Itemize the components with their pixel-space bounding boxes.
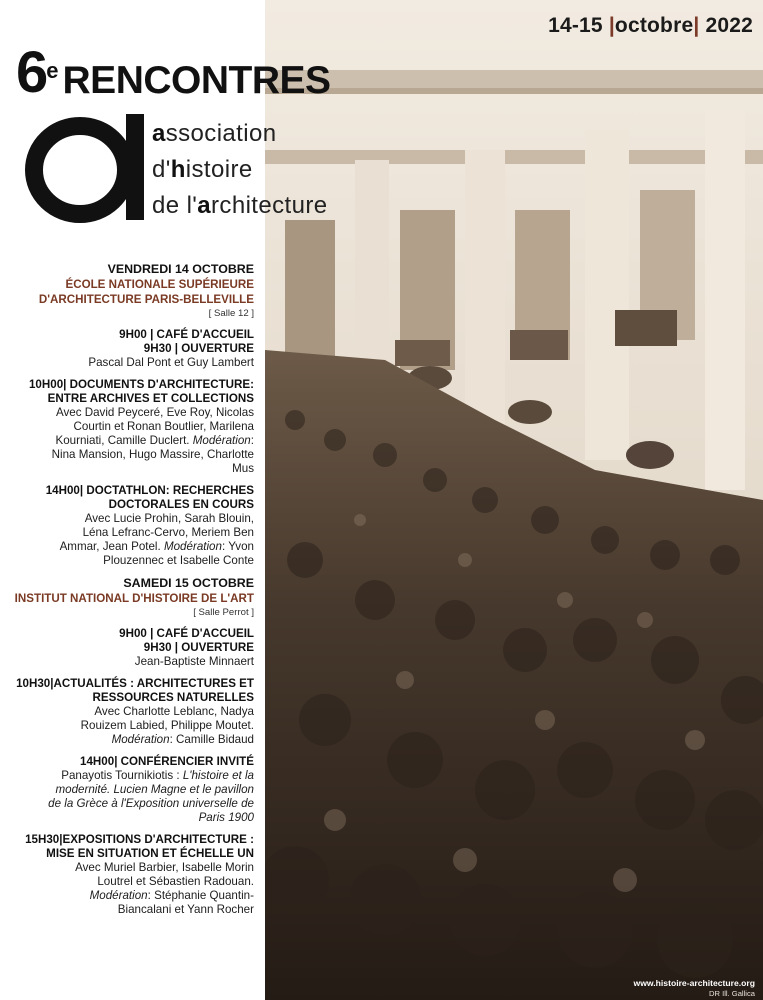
slot-speakers: Avec Muriel Barbier, Isabelle Morin [75, 861, 254, 874]
org-initial-h: h [170, 156, 186, 183]
day-1-venue-line-1: ÉCOLE NATIONALE SUPÉRIEURE [65, 278, 254, 291]
crowd-hall-illustration [265, 0, 763, 1000]
moderation-label: Modération [163, 540, 222, 553]
speaker-text: Panayotis Tournikiotis : [61, 769, 183, 782]
day-1-slot-doctathlon [6, 484, 254, 568]
dates-month: octobre [614, 14, 694, 37]
date-separator: | [693, 14, 700, 37]
slot-speakers: Avec Lucie Prohin, Sarah Blouin, [84, 512, 254, 525]
talk-title: L'histoire et la [182, 769, 254, 782]
talk-title [6, 797, 254, 811]
slot-speakers: Mus [232, 462, 254, 475]
slot-speakers: Avec Charlotte Leblanc, Nadya [94, 705, 254, 718]
speaker-text: : Yvon [221, 540, 254, 553]
slot-title: MISE EN SITUATION ET ÉCHELLE UN [46, 847, 254, 860]
org-line-3 [152, 188, 327, 224]
talk-title [6, 783, 254, 797]
slot-speakers: Loutrel et Sébastien Radouan. [97, 875, 254, 888]
org-text: de l' [152, 192, 198, 219]
edition-suffix: e [46, 58, 59, 83]
organization-name [152, 116, 327, 224]
speaker-text: : Camille Bidaud [169, 733, 254, 746]
slot-speakers: Rouizem Labied, Philippe Moutet. [80, 719, 254, 732]
slot-speakers [6, 540, 254, 554]
slot-title: 10H30|ACTUALITÉS : ARCHITECTURES ET [16, 677, 254, 690]
org-initial-a: a [152, 120, 166, 147]
event-dates [548, 14, 753, 38]
day-2-title: SAMEDI 15 OCTOBRE [123, 576, 254, 590]
day-2-slot-expositions [6, 833, 254, 917]
day-1-header [6, 262, 254, 320]
moderation-label: Modération [192, 434, 251, 447]
org-text: istoire [185, 156, 253, 183]
slot-title: DOCTORALES EN COURS [108, 498, 254, 511]
talk-title [6, 811, 254, 825]
dates-days: 14-15 [548, 14, 603, 37]
slot-title: 9H30 | OUVERTURE [143, 342, 254, 355]
event-title [16, 40, 331, 105]
org-text: d' [152, 156, 171, 183]
day-2-slot-opening [6, 627, 254, 669]
org-text: rchitecture [211, 192, 328, 219]
talk-title: modernité. Lucien Magne et le pavillon [55, 783, 254, 796]
edition-word: RENCONTRES [62, 59, 331, 102]
speaker-text: : [250, 434, 254, 447]
day-2-room: [ Salle Perrot ] [193, 607, 254, 618]
edition-number: 6 [16, 40, 47, 105]
moderation-label: Modération [111, 733, 170, 746]
association-logo-icon [22, 108, 146, 226]
slot-speakers [6, 434, 254, 448]
talk-title: de la Grèce à l'Exposition universelle de [48, 797, 254, 810]
day-2-venue: INSTITUT NATIONAL D'HISTOIRE DE L'ART [14, 592, 254, 605]
day-2-slot-actualites [6, 677, 254, 747]
day-2-slot-keynote [6, 755, 254, 825]
slot-title: RESSOURCES NATURELLES [92, 691, 254, 704]
slot-speakers: Léna Lefranc-Cervo, Meriem Ben [82, 526, 254, 539]
program-schedule [6, 262, 254, 917]
slot-speakers: Pascal Dal Pont et Guy Lambert [88, 356, 254, 369]
slot-speakers [6, 769, 254, 783]
slot-title: 9H00 | CAFÉ D'ACCUEIL [119, 328, 254, 341]
day-1-slot-documents [6, 378, 254, 476]
org-text: ssociation [165, 120, 277, 147]
moderation-label: Modération [89, 889, 148, 902]
talk-title: Paris 1900 [198, 811, 254, 824]
org-initial-a2: a [197, 192, 212, 219]
slot-speakers: Nina Mansion, Hugo Massire, Charlotte [51, 448, 254, 461]
slot-title: 14H00| DOCTATHLON: RECHERCHES [45, 484, 254, 497]
org-line-2 [152, 152, 327, 188]
slot-speakers: Jean-Baptiste Minnaert [134, 655, 254, 668]
org-line-1 [152, 116, 327, 152]
slot-title: ENTRE ARCHIVES ET COLLECTIONS [47, 392, 254, 405]
slot-title: 9H30 | OUVERTURE [143, 641, 254, 654]
slot-title: 9H00 | CAFÉ D'ACCUEIL [119, 627, 254, 640]
day-1-room: [ Salle 12 ] [208, 308, 254, 319]
image-credit: DR Ill. Gallica [709, 989, 755, 998]
slot-speakers [6, 889, 254, 903]
slot-title: 15H30|EXPOSITIONS D'ARCHITECTURE : [25, 833, 254, 846]
slot-speakers [6, 733, 254, 747]
speaker-text: Kourniati, Camille Duclert. [55, 434, 193, 447]
slot-speakers: Plouzennec et Isabelle Conte [103, 554, 254, 567]
website-link[interactable]: www.histoire-architecture.org [633, 978, 755, 988]
dates-year: 2022 [705, 14, 753, 37]
day-1-title: VENDREDI 14 OCTOBRE [107, 262, 254, 276]
speaker-text: Ammar, Jean Potel. [59, 540, 164, 553]
date-separator: | [608, 14, 615, 37]
slot-speakers: Avec David Peyceré, Eve Roy, Nicolas [55, 406, 254, 419]
day-1-slot-opening [6, 328, 254, 370]
day-1-venue-line-2: D'ARCHITECTURE PARIS-BELLEVILLE [38, 293, 254, 306]
slot-title: 10H00| DOCUMENTS D'ARCHITECTURE: [28, 378, 254, 391]
archival-photo [265, 0, 763, 1000]
slot-speakers: Biancalani et Yann Rocher [117, 903, 254, 916]
day-2-header [6, 576, 254, 619]
slot-title: 14H00| CONFÉRENCIER INVITÉ [80, 755, 254, 768]
speaker-text: : Stéphanie Quantin- [147, 889, 254, 902]
slot-speakers: Courtin et Ronan Boutlier, Marilena [73, 420, 254, 433]
